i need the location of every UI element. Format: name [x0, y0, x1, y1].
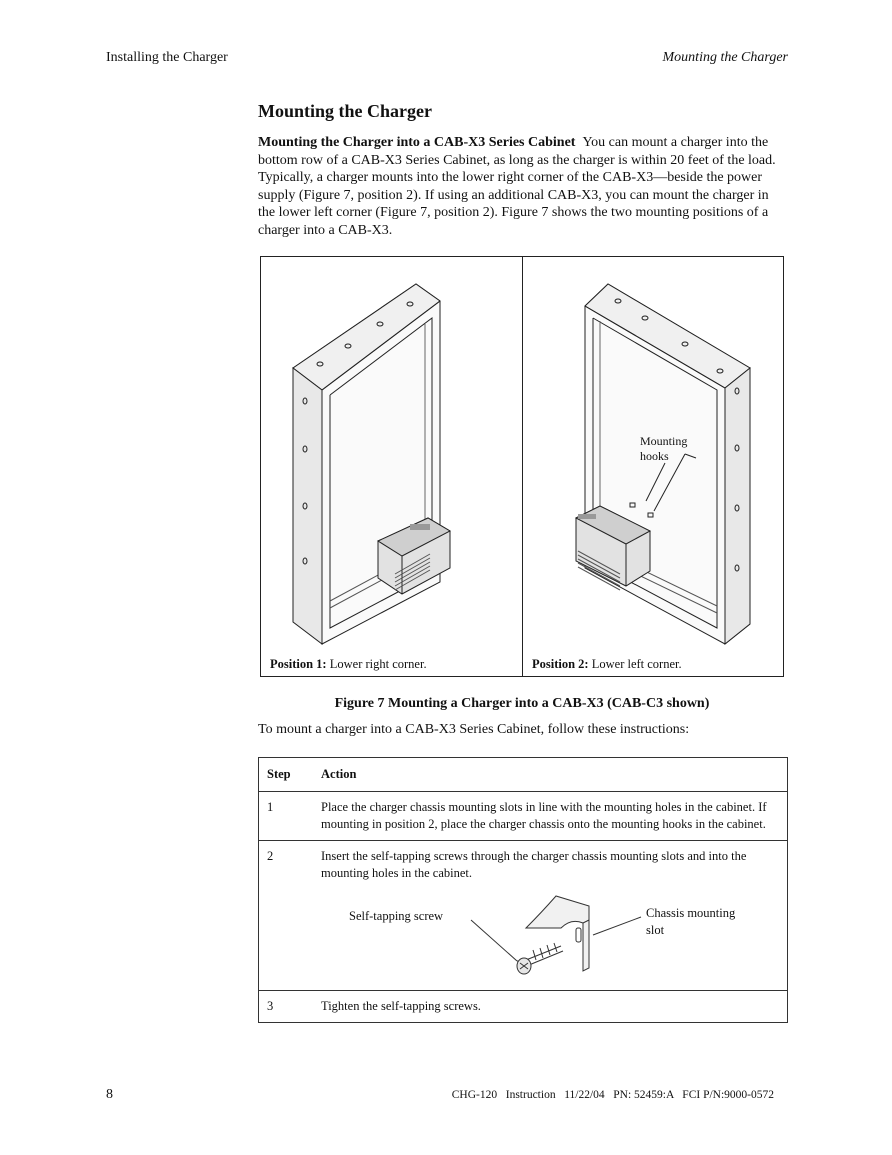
slot-label-line-2: slot: [646, 923, 665, 937]
header-step: Step: [259, 758, 314, 792]
intro-body: You can mount a charger into the bottom row of a CAB-X3 Series Cabinet, as long as the charger is within 20 feet of the load. Typically, a charger mounts into the lower right corner of the CAB-X3—beside the power supply (Figure 7, position 2). If using an additional CAB-X3, you can mount the charger in the lower left corner (Figure 7, position 2). Figure 7 shows the two mounting positions of a charger into a CAB-X3.: [258, 135, 776, 238]
steps-table: [258, 757, 788, 1023]
position-1-text: Lower right corner.: [329, 657, 427, 671]
table-header-row: [259, 758, 788, 792]
position-1-caption: [270, 657, 427, 672]
cabinet-drawing-position-2: [576, 284, 750, 644]
step-number: 1: [259, 792, 314, 841]
section-title: Mounting the Charger: [258, 101, 432, 121]
running-header-left: Installing the Charger: [106, 50, 228, 65]
screw-and-slot-drawing: [321, 888, 831, 983]
screw-illustration: [321, 888, 781, 983]
step-number: 2: [259, 841, 314, 991]
cabinet-illustrations: [260, 256, 784, 677]
step-number: 3: [259, 991, 314, 1023]
position-2-caption: [532, 657, 682, 672]
step-action-cell: [313, 841, 788, 991]
position-1-label: Position 1:: [270, 657, 327, 671]
running-header-right: Mounting the Charger: [662, 50, 788, 65]
lead-in-text: To mount a charger into a CAB-X3 Series Cabinet, follow these instructions:: [258, 722, 690, 737]
step-action: Place the charger chassis mounting slots in line with the mounting holes in the cabinet. If mounting in position 2, place the charger chassis onto the mounting hooks in the cabinet.: [313, 792, 788, 841]
table-row: [259, 991, 788, 1023]
header-action: Action: [313, 758, 788, 792]
table-row: [259, 841, 788, 991]
callout-line-2: hooks: [640, 449, 669, 463]
step-action: Insert the self-tapping screws through the charger chassis mounting slots and into the mounting holes in the cabinet.: [321, 849, 747, 880]
slot-label-line-1: Chassis mounting: [646, 906, 736, 920]
figure-caption: Figure 7 Mounting a Charger into a CAB-X3 (CAB-C3 shown): [334, 696, 710, 711]
footer-doc-info: CHG-120 Instruction 11/22/04 PN: 52459:A FCI P/N:9000-0572: [451, 1089, 774, 1101]
screw-label: Self-tapping screw: [349, 909, 444, 923]
position-2-text: Lower left corner.: [591, 657, 682, 671]
callout-line-1: Mounting: [640, 434, 688, 448]
step-action: Tighten the self-tapping screws.: [313, 991, 788, 1023]
position-2-label: Position 2:: [532, 657, 589, 671]
intro-paragraph: [258, 134, 788, 240]
table-row: [259, 792, 788, 841]
mounting-hooks-callout: [640, 434, 687, 464]
cabinet-drawing-position-1: [293, 284, 450, 644]
page-number: 8: [106, 1087, 113, 1102]
run-in-heading: Mounting the Charger into a CAB-X3 Series Cabinet: [258, 135, 576, 150]
